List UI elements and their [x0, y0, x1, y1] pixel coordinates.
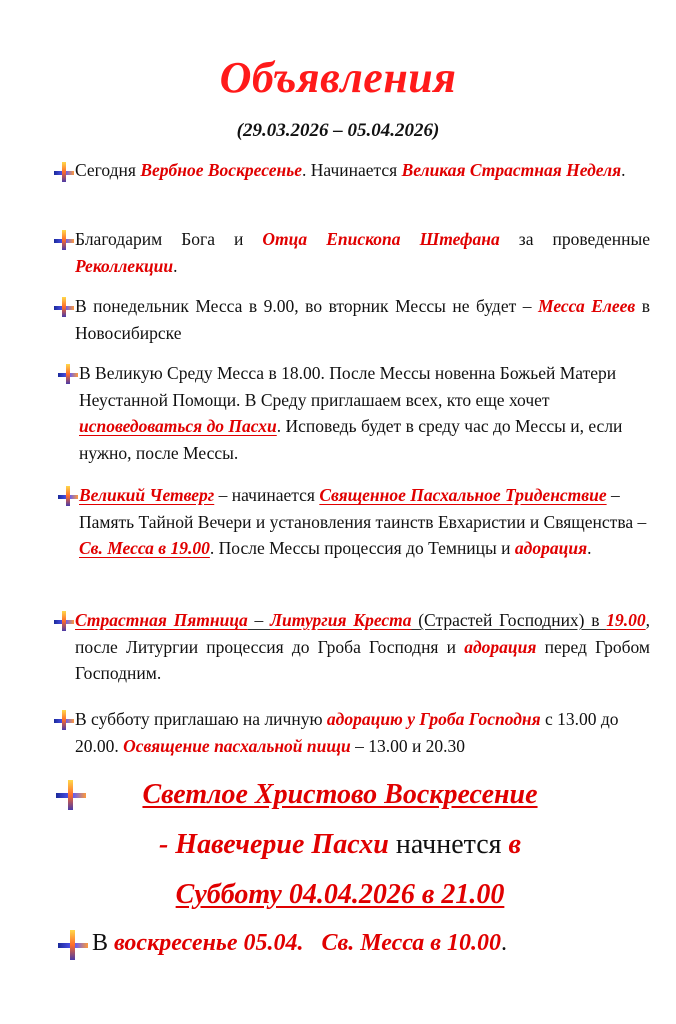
item-text: В субботу приглашаю на личную — [75, 709, 327, 729]
cross-bullet-icon — [58, 364, 78, 384]
item-highlight: Реколлекции — [75, 255, 174, 276]
date-range: (29.03.2026 – 05.04.2026) — [236, 120, 440, 141]
sunday-text: В — [92, 930, 115, 956]
item-highlight: 19.00 — [606, 610, 646, 630]
item-highlight: Отца Епископа Штефана — [262, 229, 500, 249]
item-text: . — [173, 255, 178, 276]
item-text: – — [247, 610, 271, 630]
sunday-mass-line — [92, 930, 507, 957]
sunday-text: . — [501, 930, 507, 956]
item-text: , после Литургии процессия до Гроба Господня и — [75, 610, 651, 657]
easter-vigil-line — [60, 829, 620, 861]
sunday-date: воскресенье 05.04. — [114, 930, 304, 956]
item-text: в Новосибирске — [75, 296, 651, 343]
item-text: В понедельник Месса в 9.00, во вторник Мессы не будет – — [75, 296, 539, 316]
announcement-item-1 — [75, 157, 650, 184]
item-text: перед Гробом Господним. — [75, 636, 650, 683]
sunday-gap — [304, 930, 322, 956]
easter-vigil: - Навечерие Пасхи — [158, 829, 389, 860]
item-text: Благодарим Бога и — [75, 229, 263, 249]
easter-text: начнется — [388, 829, 509, 860]
item-highlight: Священное Пасхальное Триденствие — [319, 485, 607, 505]
item-highlight: адорацию у Гроба Господня — [326, 709, 541, 729]
item-highlight: адорация — [514, 538, 588, 558]
easter-vigil-date: Субботу 04.04.2026 в 21.00 — [175, 879, 505, 910]
announcement-item-7 — [75, 706, 655, 759]
easter-text-red: в — [508, 829, 522, 860]
page-title: Объявления — [219, 53, 457, 102]
sunday-mass-time: Св. Месса в 10.00 — [321, 930, 501, 956]
cross-bullet-icon — [54, 297, 74, 317]
item-text: . Начинается — [302, 160, 402, 180]
announcement-item-2 — [75, 226, 650, 279]
announcement-item-5 — [79, 482, 654, 562]
cross-bullet-icon — [58, 486, 78, 506]
item-text: за проведенные — [499, 229, 651, 249]
item-text: с 13.00 до 20.00. — [75, 709, 619, 756]
cross-bullet-icon — [54, 230, 74, 250]
item-highlight: Литургия Креста — [270, 610, 412, 630]
announcement-item-6 — [75, 607, 650, 687]
cross-bullet-icon — [54, 162, 74, 182]
item-text: . Исповедь будет в среду час до Мессы и, если нужно, после Мессы. — [79, 416, 623, 463]
announcement-item-3 — [75, 293, 650, 346]
item-text: . После Мессы процессия до Темницы и — [209, 538, 515, 558]
item-text: В Великую Среду Месса в 18.00. После Мессы новенна Божьей Матери Неустанной Помощи. В Среду приглашаем всех, кто еще хочет — [79, 363, 617, 410]
item-highlight: Вербное Воскресенье — [140, 160, 303, 180]
item-text: – 13.00 и 20.30 — [350, 735, 466, 756]
item-text: . — [621, 160, 626, 180]
item-highlight: Освящение пасхальной пищи — [123, 735, 351, 756]
item-text: (Страстей Господних) в — [411, 610, 607, 630]
announcement-item-4 — [79, 360, 634, 466]
item-highlight: Великий Четверг — [79, 485, 215, 505]
item-text: – начинается — [214, 485, 320, 505]
item-highlight: адорация — [464, 636, 537, 657]
item-highlight: Месса Елеев — [538, 296, 636, 316]
item-highlight: Св. Месса в 19.00 — [79, 538, 210, 558]
item-text: . — [587, 538, 592, 558]
item-highlight: исповедоваться до Пасхи — [79, 416, 277, 436]
item-highlight: Великая Страстная Неделя — [401, 160, 622, 180]
item-text: Сегодня — [75, 160, 141, 180]
cross-bullet-icon — [54, 710, 74, 730]
cross-bullet-icon — [54, 611, 74, 631]
easter-heading: Светлое Христово Воскресение — [142, 779, 538, 810]
item-text: – Память Тайной Вечери и установления таинств Евхаристии и Священства – — [79, 485, 647, 532]
item-highlight: Страстная Пятница — [75, 610, 248, 630]
cross-bullet-icon — [58, 930, 88, 960]
